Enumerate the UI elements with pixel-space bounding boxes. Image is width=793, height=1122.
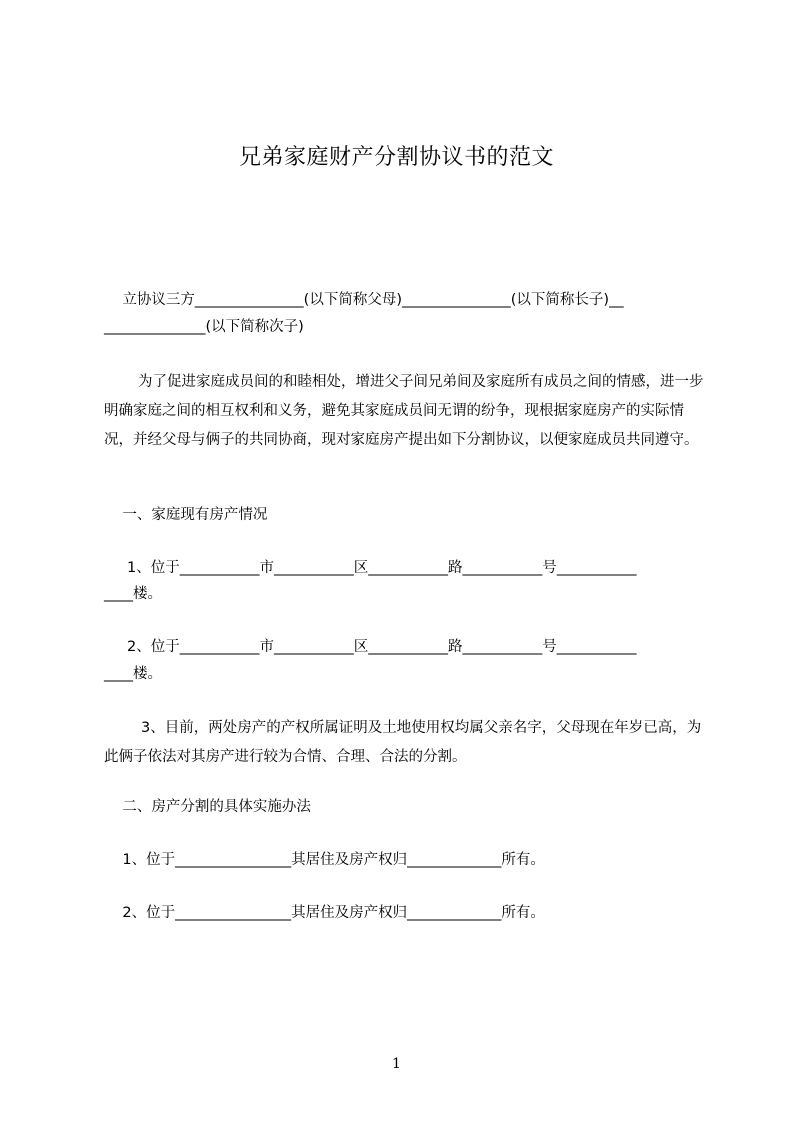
parties-line-1: 立协议三方_______________(以下简称父母)_______________(以下简称长子)__ xyxy=(104,292,624,308)
page-number: 1 xyxy=(392,1056,401,1072)
intro-paragraph: 为了促进家庭成员间的和睦相处，增进父子间兄弟间及家庭所有成员之间的情感，进一步明确家庭之间的相互权利和义务，避免其家庭成员间无谓的纷争，现根据家庭房产的实际情况，并经父母与俩子的共同协商，现对家庭房产提出如下分割协议，以便家庭成员共同遵守。 xyxy=(104,374,704,448)
method-2-line: 2、位于________________其居住及房产权归_____________所有。 xyxy=(104,905,545,921)
document-title: 兄弟家庭财产分割协议书的范文 xyxy=(238,145,554,170)
item-1-line-1: 1、位于___________市___________区___________路___________号___________ xyxy=(104,560,637,576)
item-3-paragraph: 3、目前，两处房产的产权所属证明及土地使用权均属父亲名字，父母现在年岁已高，为此俩子依法对其房产进行较为合情、合理、合法的分割。 xyxy=(104,720,702,765)
item-2-line-1: 2、位于___________市___________区___________路___________号___________ xyxy=(104,639,637,655)
item-2-line-2: ____楼。 xyxy=(104,666,162,682)
section-2-heading: 二、房产分割的具体实施办法 xyxy=(104,799,311,815)
parties-line-2: ______________(以下简称次子) xyxy=(104,319,304,335)
section-1-heading: 一、家庭现有房产情况 xyxy=(104,507,268,523)
method-1-line: 1、位于________________其居住及房产权归_____________所有。 xyxy=(104,852,545,868)
item-1-line-2: ____楼。 xyxy=(104,586,162,602)
